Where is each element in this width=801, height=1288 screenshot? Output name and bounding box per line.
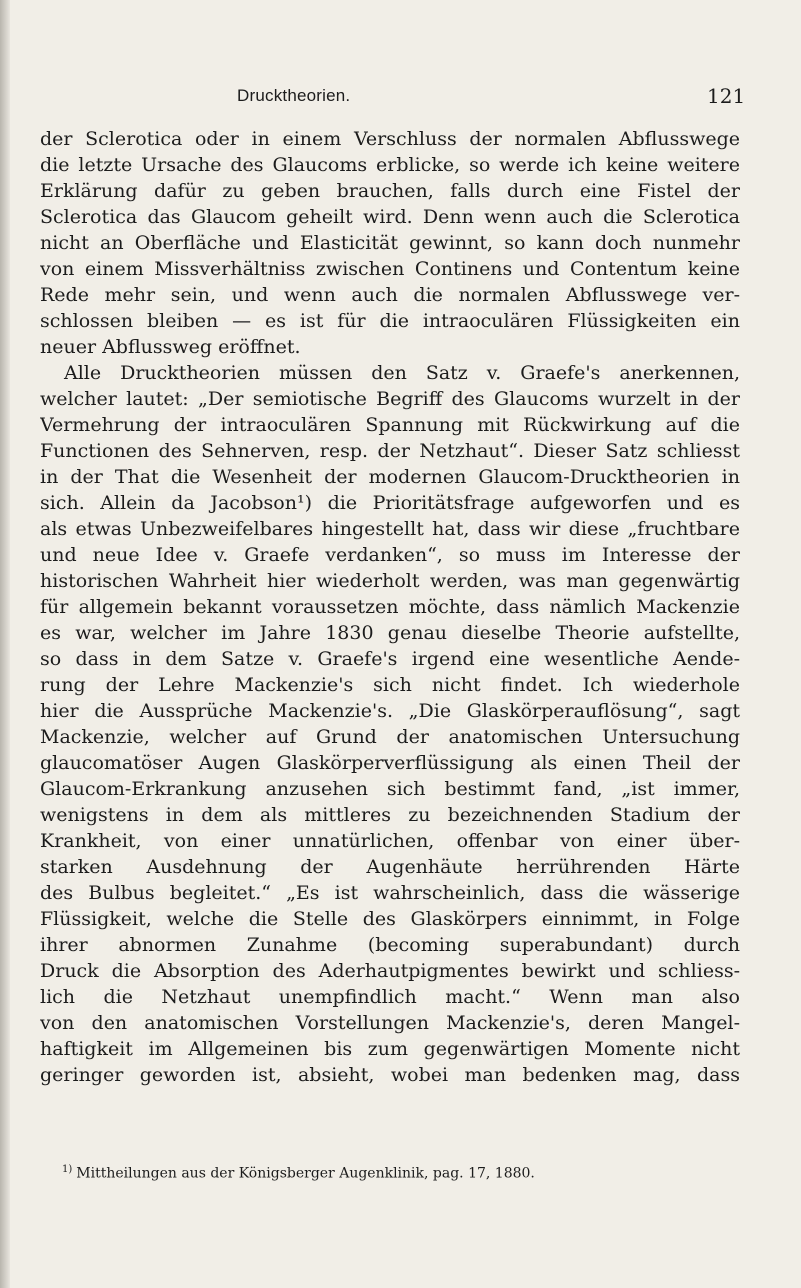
text-line: neuer Abflussweg eröffnet. xyxy=(40,336,301,358)
text-line: als etwas Unbezweifelbares hingestellt hat, dass wir diese „fruchtbare xyxy=(40,518,740,540)
text-line: sich. Allein da Jacobson¹) die Prioritätsfrage aufgeworfen und es xyxy=(40,492,740,514)
text-line: schlossen bleiben — es ist für die intraoculären Flüssigkeiten ein xyxy=(40,310,740,332)
text-line: Mackenzie, welcher auf Grund der anatomischen Untersuchung xyxy=(40,726,740,748)
text-line: welcher lautet: „Der semiotische Begriff des Glaucoms wurzelt in der xyxy=(40,388,740,410)
text-line: lich die Netzhaut unempfindlich macht.“ Wenn man also xyxy=(40,986,740,1008)
text-line: von den anatomischen Vorstellungen Mackenzie's, deren Mangel- xyxy=(40,1012,740,1034)
text-line: historischen Wahrheit hier wiederholt werden, was man gegenwärtig xyxy=(40,570,740,592)
text-line: geringer geworden ist, absieht, wobei man bedenken mag, dass xyxy=(40,1064,740,1086)
text-line: starken Ausdehnung der Augenhäute herrührenden Härte xyxy=(40,856,740,878)
footnote-text: Mittheilungen aus der Königsberger Augenklinik, pag. 17, 1880. xyxy=(76,1165,535,1182)
text-line: Vermehrung der intraoculären Spannung mit Rückwirkung auf die xyxy=(40,414,740,436)
text-line: Druck die Absorption des Aderhautpigmentes bewirkt und schliess- xyxy=(40,960,740,982)
page-header xyxy=(0,84,801,108)
text-line: rung der Lehre Mackenzie's sich nicht findet. Ich wiederhole xyxy=(40,674,740,696)
text-line: der Sclerotica oder in einem Verschluss der normalen Abflusswege xyxy=(40,128,740,150)
footnote xyxy=(62,1164,535,1182)
text-line: Flüssigkeit, welche die Stelle des Glaskörpers einnimmt, in Folge xyxy=(40,908,740,930)
text-line: des Bulbus begleitet.“ „Es ist wahrscheinlich, dass die wässerige xyxy=(40,882,740,904)
scan-edge xyxy=(0,0,10,1288)
body-text xyxy=(40,126,740,1088)
text-line: in der That die Wesenheit der modernen Glaucom-Drucktheorien in xyxy=(40,466,740,488)
text-line: hier die Aussprüche Mackenzie's. „Die Glaskörperauflösung“, sagt xyxy=(40,700,740,722)
text-line: von einem Missverhältniss zwischen Continens und Contentum keine xyxy=(40,258,740,280)
text-line: Sclerotica das Glaucom geheilt wird. Denn wenn auch die Sclerotica xyxy=(40,206,740,228)
text-line: es war, welcher im Jahre 1830 genau dieselbe Theorie aufstellte, xyxy=(40,622,740,644)
text-line: Erklärung dafür zu geben brauchen, falls durch eine Fistel der xyxy=(40,180,740,202)
text-line: für allgemein bekannt voraussetzen möchte, dass nämlich Mackenzie xyxy=(40,596,740,618)
text-line: glaucomatöser Augen Glaskörperverflüssigung als einen Theil der xyxy=(40,752,740,774)
text-line: Alle Drucktheorien müssen den Satz v. Graefe's anerkennen, xyxy=(64,362,740,384)
text-line: die letzte Ursache des Glaucoms erblicke, so werde ich keine weitere xyxy=(40,154,740,176)
text-line: Krankheit, von einer unnatürlichen, offenbar von einer über- xyxy=(40,830,740,852)
page-number: 121 xyxy=(707,84,746,108)
text-line: Functionen des Sehnerven, resp. der Netzhaut“. Dieser Satz schliesst xyxy=(40,440,740,462)
text-line: ihrer abnormen Zunahme (becoming superabundant) durch xyxy=(40,934,740,956)
text-line: Glaucom-Erkrankung anzusehen sich bestimmt fand, „ist immer, xyxy=(40,778,740,800)
text-line: wenigstens in dem als mittleres zu bezeichnenden Stadium der xyxy=(40,804,740,826)
text-line: Rede mehr sein, und wenn auch die normalen Abflusswege ver- xyxy=(40,284,740,306)
text-line: so dass in dem Satze v. Graefe's irgend eine wesentliche Aende- xyxy=(40,648,740,670)
text-line: haftigkeit im Allgemeinen bis zum gegenwärtigen Momente nicht xyxy=(40,1038,740,1060)
running-title: Drucktheorien. xyxy=(237,86,351,105)
text-line: nicht an Oberfläche und Elasticität gewinnt, so kann doch nunmehr xyxy=(40,232,740,254)
footnote-marker: 1) xyxy=(62,1164,73,1175)
text-line: und neue Idee v. Graefe verdanken“, so muss im Interesse der xyxy=(40,544,740,566)
